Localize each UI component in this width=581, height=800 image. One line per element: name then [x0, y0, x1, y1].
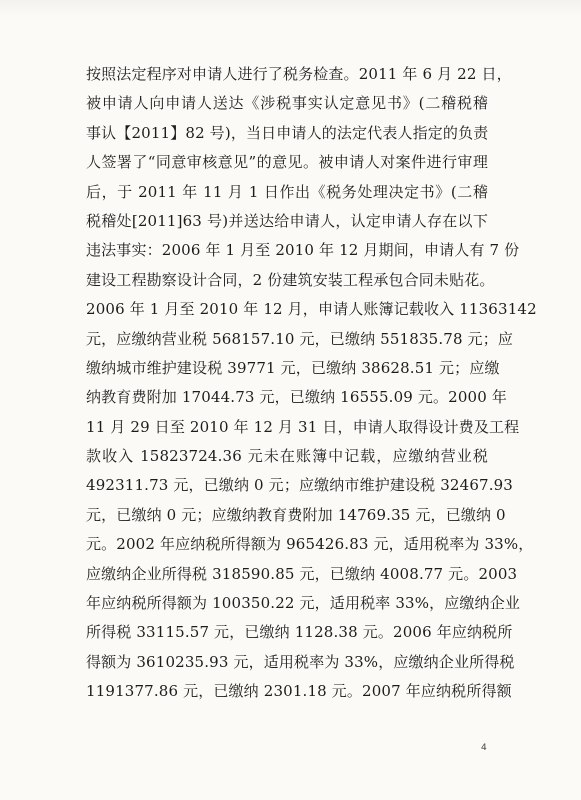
- text-line-19: 年应纳税所得额为 100350.22 元，适用税率 33%，应缴纳企业: [86, 594, 521, 613]
- text-line-18: 应缴纳企业所得税 318590.85 元，已缴纳 4008.77 元。2003: [86, 564, 518, 583]
- text-line-4: 人签署了“同意审核意见”的意见。被申请人对案件进行审理: [86, 153, 488, 172]
- text-line-20: 所得税 33115.57 元，已缴纳 1128.38 元。2006 年应纳税所: [86, 623, 513, 642]
- text-line-21: 得额为 3610235.93 元，适用税率为 33%，应缴纳企业所得税: [86, 652, 515, 671]
- text-line-9: 2006 年 1 月至 2010 年 12 月，申请人账簿记载收入 11363142: [86, 300, 537, 319]
- text-line-5: 后，于 2011 年 11 月 1 日作出《税务处理决定书》(二稽: [86, 182, 488, 201]
- text-line-6: 税稽处[2011]63 号)并送达给申请人，认定申请人存在以下: [86, 211, 488, 230]
- body-text: [86, 60, 537, 707]
- text-line-16: 元，已缴纳 0 元；应缴纳教育费附加 14769.35 元，已缴纳 0: [86, 505, 506, 524]
- text-line-17: 元。2002 年应纳税所得额为 965426.83 元，适用税率为 33%，: [86, 535, 534, 554]
- text-line-22: 1191377.86 元，已缴纳 2301.18 元。2007 年应纳税所得额: [86, 682, 512, 701]
- text-line-7: 违法事实：2006 年 1 月至 2010 年 12 月期间，申请人有 7 份: [86, 241, 520, 260]
- text-line-10: 元，应缴纳营业税 568157.10 元，已缴纳 551835.78 元；应: [86, 329, 514, 348]
- text-line-13: 11 月 29 日至 2010 年 12 月 31 日，申请人取得设计费及工程: [86, 417, 520, 436]
- page-number: 4: [481, 743, 487, 753]
- text-line-14: 款收入 15823724.36 元未在账簿中记载，应缴纳营业税: [86, 447, 488, 466]
- text-line-12: 纳教育费附加 17044.73 元，已缴纳 16555.09 元。2000 年: [86, 388, 508, 407]
- scan-edge: [0, 0, 581, 16]
- text-line-3: 事认【2011】82 号)，当日申请人的法定代表人指定的负责: [86, 123, 489, 142]
- text-line-8: 建设工程勘察设计合同，2 份建筑安装工程承包合同未贴花。: [86, 270, 495, 289]
- text-line-15: 492311.73 元，已缴纳 0 元；应缴纳市维护建设税 32467.93: [86, 476, 514, 495]
- text-line-11: 缴纳城市维护建设税 39771 元，已缴纳 38628.51 元；应缴: [86, 358, 500, 377]
- text-line-2: 被申请人向申请人送达《涉税事实认定意见书》(二稽税稽: [86, 94, 488, 113]
- text-line-1: 按照法定程序对申请人进行了税务检查。2011 年 6 月 22 日，: [86, 65, 512, 83]
